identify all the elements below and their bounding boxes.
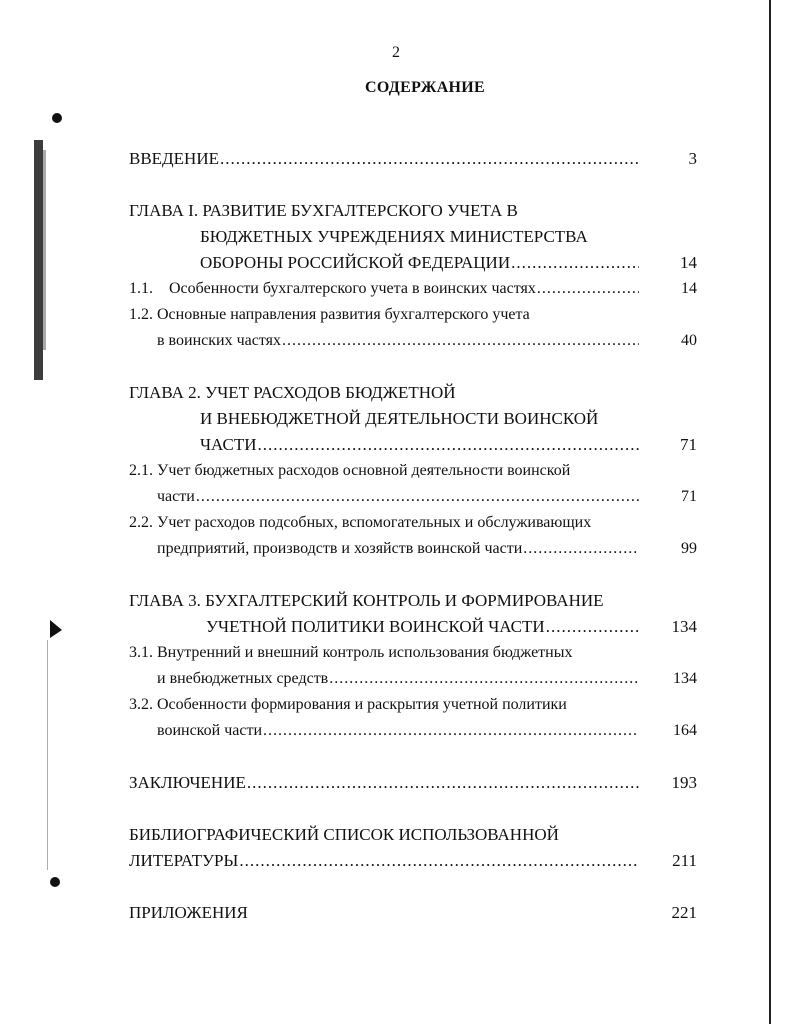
dot-leader <box>282 328 639 354</box>
toc-chapter-2-line-2[interactable] <box>200 406 697 432</box>
toc-entry-page: 221 <box>671 903 697 922</box>
binding-strip-shadow <box>43 150 46 350</box>
toc-section-2-1-line-2[interactable] <box>157 484 697 510</box>
toc-entry-text: 2.2. Учет расходов подсобных, вспомогательных и обслуживающих <box>129 514 592 531</box>
toc-entry-text: ЛИТЕРАТУРЫ <box>129 851 239 870</box>
toc-entry-page: 164 <box>673 722 697 739</box>
toc-chapter-3-line-2[interactable] <box>206 614 697 640</box>
toc-entry-page: 134 <box>673 670 697 687</box>
binding-marks <box>0 0 70 1024</box>
toc-entry-text: и внебюджетных средств <box>157 670 329 687</box>
dot-leader <box>263 718 639 744</box>
toc-entry-text: И ВНЕБЮДЖЕТНОЙ ДЕЯТЕЛЬНОСТИ ВОИНСКОЙ <box>200 409 599 428</box>
toc-entry-text: 1.2. Основные направления развития бухгалтерского учета <box>129 306 530 323</box>
toc-chapter-1-line-3[interactable] <box>200 250 697 276</box>
dot-leader <box>329 666 639 692</box>
dot-leader <box>537 276 639 302</box>
toc-section-2-1-line-1[interactable] <box>129 458 697 484</box>
dot-leader <box>257 432 639 458</box>
toc-entry-text: ПРИЛОЖЕНИЯ <box>129 903 248 922</box>
punch-hole-mark <box>50 877 60 887</box>
dot-leader <box>247 770 639 796</box>
toc-chapter-3-line-1[interactable] <box>129 588 697 614</box>
toc-section-3-2-line-1[interactable] <box>129 692 697 718</box>
toc-entry-text: в воинских частях <box>157 332 281 349</box>
toc-entry-page: 71 <box>680 435 697 454</box>
page-title: СОДЕРЖАНИЕ <box>364 79 486 96</box>
toc-entry-page: 193 <box>671 773 697 792</box>
toc-entry-page: 14 <box>680 253 697 272</box>
toc-chapter-1-line-2[interactable] <box>200 224 697 250</box>
toc-section-3-1-line-1[interactable] <box>129 640 697 666</box>
toc-entry-text: УЧЕТНОЙ ПОЛИТИКИ ВОИНСКОЙ ЧАСТИ <box>206 617 545 636</box>
page-number: 2 <box>392 44 400 61</box>
dot-leader <box>511 250 639 276</box>
toc-entry-text: ВВЕДЕНИЕ <box>129 149 219 168</box>
toc-entry-text: части <box>157 488 195 505</box>
toc-entry-bibliography-line-2[interactable] <box>129 848 697 874</box>
toc-entry-text: ОБОРОНЫ РОССИЙСКОЙ ФЕДЕРАЦИИ <box>200 253 511 272</box>
toc-entry-text: 1.1. Особенности бухгалтерского учета в воинских частях <box>129 280 536 297</box>
dot-leader <box>220 146 639 172</box>
toc-entry-text: 3.2. Особенности формирования и раскрытия учетной политики <box>129 696 567 713</box>
toc-entry-page: 71 <box>681 488 697 505</box>
toc-section-1-1[interactable] <box>129 276 697 302</box>
toc-entry-page: 211 <box>672 851 697 870</box>
toc-chapter-1-line-1[interactable] <box>129 198 697 224</box>
toc-section-3-1-line-2[interactable] <box>157 666 697 692</box>
toc-entry-introduction[interactable] <box>129 146 697 172</box>
toc-entry-text: предприятий, производств и хозяйств воинской части <box>157 540 523 557</box>
toc-entry-text: 3.1. Внутренний и внешний контроль использования бюджетных <box>129 644 573 661</box>
toc-entry-page: 99 <box>681 540 697 557</box>
toc-entry-page: 40 <box>681 332 697 349</box>
toc-entry-appendices[interactable] <box>129 900 697 926</box>
toc-section-2-2-line-1[interactable] <box>129 510 697 536</box>
toc-entry-text: ЗАКЛЮЧЕНИЕ <box>129 773 246 792</box>
punch-hole-mark <box>52 113 62 123</box>
toc-entry-text: воинской части <box>157 722 262 739</box>
toc-entry-text: ГЛАВА 3. БУХГАЛТЕРСКИЙ КОНТРОЛЬ И ФОРМИРОВАНИЕ <box>129 591 604 610</box>
toc-entry-text: ГЛАВА I. РАЗВИТИЕ БУХГАЛТЕРСКОГО УЧЕТА В <box>129 201 518 220</box>
toc-entry-text: БЮДЖЕТНЫХ УЧРЕЖДЕНИЯХ МИНИСТЕРСТВА <box>200 227 588 246</box>
toc-entry-conclusion[interactable] <box>129 770 697 796</box>
toc-entry-page: 134 <box>671 617 697 636</box>
toc-section-1-2-line-1[interactable] <box>129 302 697 328</box>
toc-section-1-2-line-2[interactable] <box>157 328 697 354</box>
dot-leader <box>546 614 639 640</box>
toc-chapter-2-line-3[interactable] <box>200 432 697 458</box>
dot-leader <box>523 536 639 562</box>
toc-section-3-2-line-2[interactable] <box>157 718 697 744</box>
margin-line-mark <box>47 640 48 870</box>
toc-entry-page: 3 <box>688 149 697 168</box>
binding-strip-mark <box>34 140 43 380</box>
toc-entry-text: ЧАСТИ <box>200 435 257 454</box>
punch-hole-mark <box>50 620 62 638</box>
toc-entry-text: ГЛАВА 2. УЧЕТ РАСХОДОВ БЮДЖЕТНОЙ <box>129 383 456 402</box>
dot-leader <box>239 848 639 874</box>
scan-edge-line <box>769 0 771 1024</box>
dot-leader <box>196 484 639 510</box>
toc-chapter-2-line-1[interactable] <box>129 380 697 406</box>
toc-section-2-2-line-2[interactable] <box>157 536 697 562</box>
toc-entry-text: 2.1. Учет бюджетных расходов основной деятельности воинской <box>129 462 571 479</box>
toc-entry-bibliography-line-1[interactable] <box>129 822 697 848</box>
toc-entry-page: 14 <box>681 280 697 297</box>
toc-entry-text: БИБЛИОГРАФИЧЕСКИЙ СПИСОК ИСПОЛЬЗОВАННОЙ <box>129 825 559 844</box>
